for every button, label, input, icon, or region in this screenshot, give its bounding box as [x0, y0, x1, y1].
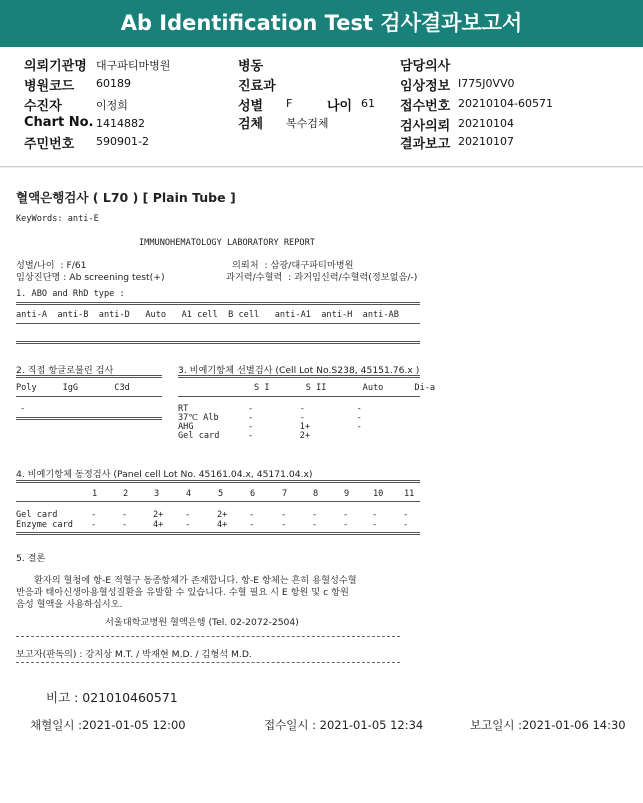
dat-top-rule	[16, 375, 162, 378]
panel-title: 4. 비예기항체 동정검사 (Panel cell Lot No. 45161.04.x, 45171.04.x)	[16, 469, 313, 480]
panel-cell: -	[91, 510, 97, 520]
panel-column-header: 2	[123, 489, 129, 499]
screen-header-rule	[178, 396, 420, 397]
received-datetime: 접수일시 : 2021-01-05 12:34	[264, 718, 424, 732]
age-label: 나이	[327, 99, 353, 114]
reporter-line: 보고자(판독의) : 강지상 M.T. / 박재현 M.D. / 김형석 M.D.	[16, 649, 252, 660]
specimen-label: 검체	[238, 117, 264, 132]
abo-bottom-rule	[16, 341, 420, 344]
panel-column-header: 4	[186, 489, 192, 499]
accession-value: 20210104-60571	[458, 97, 553, 110]
abo-headers: anti-A anti-B anti-D Auto A1 cell B cell anti-A1 anti-H anti-AB	[16, 310, 399, 320]
screen-headers: S I S II Auto Di-a	[254, 383, 436, 393]
panel-row-label: Enzyme card	[16, 520, 73, 530]
abo-title: 1. ABO and RhD type :	[16, 289, 125, 299]
code-label: 병원코드	[24, 79, 75, 94]
report-banner: Ab Identification Test 검사결과보고서	[0, 0, 643, 47]
clinical-value: I775J0VV0	[458, 77, 515, 90]
screen-row-label: RT	[178, 404, 189, 414]
clinical-label: 임상정보	[400, 79, 451, 94]
screen-top-rule	[178, 375, 420, 378]
panel-cell: -	[343, 510, 349, 520]
panel-row-label: Gel card	[16, 510, 58, 520]
screen-row-values: - 1+ -	[248, 422, 362, 432]
dept-label: 진료과	[238, 79, 276, 94]
patient-header	[0, 47, 643, 167]
hospital-value: 대구파티마병원	[96, 59, 171, 72]
panel-cell: 2+	[153, 510, 164, 520]
panel-cell: 4+	[153, 520, 164, 530]
dat-result: -	[20, 404, 26, 414]
result-date-value: 20210107	[458, 135, 514, 148]
chart-value: 1414882	[96, 117, 145, 130]
lab-title: IMMUNOHEMATOLOGY LABORATORY REPORT	[139, 238, 315, 248]
screen-row-label: Gel card	[178, 431, 220, 441]
dat-bottom-rule	[16, 417, 162, 420]
panel-cell: -	[249, 510, 255, 520]
chart-label: Chart No.	[24, 115, 94, 130]
bank-rule	[16, 636, 400, 637]
panel-cell: 4+	[217, 520, 228, 530]
report-body	[0, 168, 643, 803]
panel-cell: -	[312, 510, 318, 520]
panel-cell: -	[312, 520, 318, 530]
abo-header-rule	[16, 323, 420, 324]
panel-column-header: 7	[282, 489, 288, 499]
doctor-label: 담당의사	[400, 59, 451, 74]
blood-bank-line: 서울대학교병원 혈액은행 (Tel. 02-2072-2504)	[105, 617, 299, 628]
reporter-rule	[16, 662, 400, 663]
panel-cell: -	[403, 520, 409, 530]
dat-header-rule	[16, 396, 162, 397]
panel-cell: -	[281, 520, 287, 530]
panel-cell: -	[403, 510, 409, 520]
panel-column-header: 9	[344, 489, 350, 499]
screen-title: 3. 비예기항체 선별검사 (Cell Lot No.S238, 45151.76.x )	[178, 365, 420, 376]
conclusion-line-3: 음성 혈액을 사용하십시오.	[16, 599, 123, 610]
panel-cell: -	[249, 520, 255, 530]
panel-cell: -	[91, 520, 97, 530]
panel-cell: -	[185, 520, 191, 530]
dat-headers: Poly IgG C3d	[16, 383, 130, 393]
abo-top-rule	[16, 302, 420, 305]
result-date-label: 결과보고	[400, 137, 451, 152]
age-value: 61	[361, 97, 375, 110]
request-label: 검사의뢰	[400, 119, 451, 134]
panel-cell: -	[185, 510, 191, 520]
panel-header-rule	[16, 501, 420, 502]
screen-row-label: AHG	[178, 422, 194, 432]
code-value: 60189	[96, 77, 131, 90]
panel-cell: -	[372, 510, 378, 520]
report-title: 혈액은행검사 ( L70 ) [ Plain Tube ]	[16, 190, 236, 205]
screen-row-values: - 2+	[248, 431, 311, 441]
screen-row-values: - - -	[248, 413, 362, 423]
panel-column-header: 3	[154, 489, 160, 499]
panel-bottom-rule	[16, 532, 420, 535]
note-line: 비고 : 021010460571	[46, 690, 178, 705]
receiver-label: 수진자	[24, 99, 62, 114]
receiver-value: 이정희	[96, 99, 128, 112]
panel-cell: -	[372, 520, 378, 530]
history-line: 과거력/수혈력 : 과거임신력/수혈력(정보없음/-)	[226, 272, 418, 283]
reported-datetime: 보고일시 :2021-01-06 14:30	[470, 718, 626, 732]
dat-title: 2. 직접 항글로불린 검사	[16, 365, 114, 376]
panel-column-header: 5	[218, 489, 224, 499]
diagnosis-line: 임상진단명 : Ab screening test(+)	[16, 272, 165, 283]
panel-cell: -	[343, 520, 349, 530]
panel-top-rule	[16, 480, 420, 483]
panel-cell: 2+	[217, 510, 228, 520]
conclusion-title: 5. 결론	[16, 553, 46, 564]
sex-age-line: 성별/나이 : F/61	[16, 260, 87, 271]
request-value: 20210104	[458, 117, 514, 130]
rrn-label: 주민번호	[24, 137, 75, 152]
conclusion-line-1: 환자의 혈청에 항-E 적혈구 동종항체가 존재합니다. 항-E 항체는 흔히 용혈성수혈	[34, 575, 357, 586]
screen-row-values: - - -	[248, 404, 362, 414]
requester-line: 의뢰처 : 삼광/대구파티마병원	[232, 260, 354, 271]
accession-label: 접수번호	[400, 99, 451, 114]
panel-cell: -	[281, 510, 287, 520]
sex-label: 성별	[238, 99, 264, 114]
sex-value: F	[286, 97, 293, 110]
conclusion-line-2: 반응과 태아신생아용혈성질환을 유발할 수 있습니다. 수혈 필요 시 E 항원 및 c 항원	[16, 587, 349, 598]
hospital-label: 의뢰기관명	[24, 59, 87, 74]
collected-datetime: 채혈일시 :2021-01-05 12:00	[30, 718, 186, 732]
specimen-value: 복수검체	[286, 117, 329, 130]
panel-column-header: 1	[92, 489, 98, 499]
panel-cell: -	[122, 510, 128, 520]
panel-column-header: 6	[250, 489, 256, 499]
screen-row-label: 37℃ Alb	[178, 413, 219, 423]
panel-column-header: 11	[404, 489, 415, 499]
keywords: KeyWords: anti-E	[16, 214, 99, 224]
rrn-value: 590901-2	[96, 135, 149, 148]
ward-label: 병동	[238, 59, 264, 74]
panel-column-header: 8	[313, 489, 319, 499]
panel-column-header: 10	[373, 489, 384, 499]
panel-cell: -	[122, 520, 128, 530]
